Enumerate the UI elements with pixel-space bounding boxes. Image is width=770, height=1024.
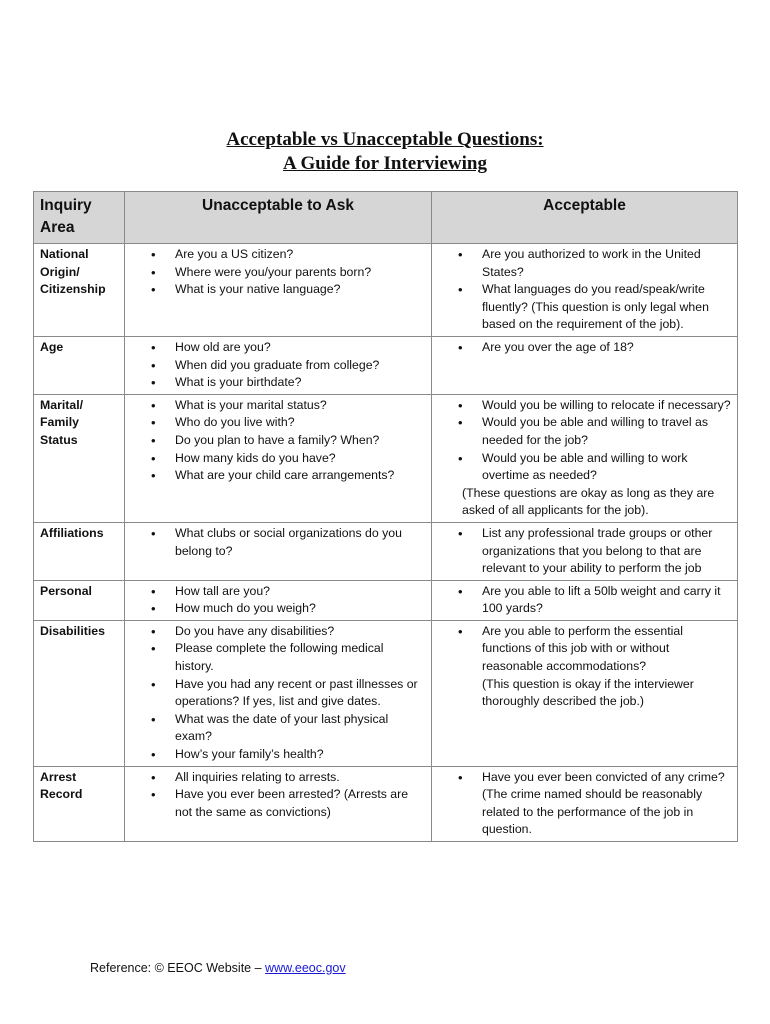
- header-inquiry-area: Inquiry Area: [34, 192, 125, 244]
- list-item: • Are you authorized to work in the United States?: [482, 246, 731, 281]
- category-cell: Personal: [34, 580, 125, 620]
- list-item: • How many kids do you have?: [175, 450, 425, 468]
- category-cell: Arrest Record: [34, 766, 125, 841]
- table-row: [34, 244, 738, 337]
- questions-table: [33, 191, 738, 842]
- list-item: • Who do you live with?: [175, 414, 425, 432]
- category-cell: National Origin/ Citizenship: [34, 244, 125, 337]
- category-cell: Age: [34, 336, 125, 394]
- acceptable-note: (These questions are okay as long as they are asked of all applicants for the job).: [462, 485, 715, 518]
- list-item: • Have you had any recent or past illnesses or operations? If yes, list and give dates.: [175, 676, 425, 711]
- table-row: [34, 766, 738, 841]
- list-item: • Do you have any disabilities?: [175, 623, 425, 641]
- list-item: • How’s your family’s health?: [175, 746, 425, 764]
- list-item: • Have you ever been arrested? (Arrests are not the same as convictions): [175, 786, 425, 821]
- list-item: • Have you ever been convicted of any crime? (The crime named should be reasonably related to the performance of the job in question.: [482, 769, 731, 839]
- list-item: • How old are you?: [175, 339, 425, 357]
- list-item: • Where were you/your parents born?: [175, 264, 425, 282]
- unacceptable-cell: [125, 766, 432, 841]
- list-item: • What are your child care arrangements?: [175, 467, 425, 485]
- list-item: • When did you graduate from college?: [175, 357, 425, 375]
- list-item: • Would you be able and willing to work overtime as needed?: [482, 450, 731, 485]
- document-title: [0, 128, 770, 176]
- table-row: [34, 522, 738, 580]
- list-item: • How tall are you?: [175, 583, 425, 601]
- acceptable-cell: [432, 394, 738, 522]
- category-cell: Disabilities: [34, 620, 125, 766]
- unacceptable-cell: [125, 336, 432, 394]
- unacceptable-cell: [125, 620, 432, 766]
- list-item: • All inquiries relating to arrests.: [175, 769, 425, 787]
- list-item: • Are you able to perform the essential functions of this job with or without reasonable accommodations?: [482, 623, 731, 676]
- list-item: • Would you be able and willing to travel as needed for the job?: [482, 414, 731, 449]
- table-row: [34, 336, 738, 394]
- list-item: • What is your native language?: [175, 281, 425, 299]
- list-item: • What clubs or social organizations do you belong to?: [175, 525, 425, 560]
- acceptable-cell: [432, 766, 738, 841]
- list-item: • Please complete the following medical history.: [175, 640, 425, 675]
- list-item: • Would you be willing to relocate if necessary?: [482, 397, 731, 415]
- table-row: [34, 580, 738, 620]
- list-item: • Do you plan to have a family? When?: [175, 432, 425, 450]
- list-item: • What was the date of your last physical exam?: [175, 711, 425, 746]
- list-item: • Are you over the age of 18?: [482, 339, 731, 357]
- unacceptable-cell: [125, 522, 432, 580]
- acceptable-cell: [432, 336, 738, 394]
- acceptable-note: (This question is okay if the interviewer thoroughly described the job.): [482, 676, 694, 709]
- list-item: • What is your birthdate?: [175, 374, 425, 392]
- list-item: • What is your marital status?: [175, 397, 425, 415]
- category-cell: Affiliations: [34, 522, 125, 580]
- acceptable-cell: [432, 580, 738, 620]
- table-header-row: [34, 192, 738, 244]
- list-item: • List any professional trade groups or other organizations that you belong to that are relevant to your ability to perform the job: [482, 525, 731, 578]
- unacceptable-cell: [125, 394, 432, 522]
- list-item: • Are you able to lift a 50lb weight and carry it 100 yards?: [482, 583, 731, 618]
- unacceptable-cell: [125, 244, 432, 337]
- table-row: [34, 394, 738, 522]
- list-item: • How much do you weigh?: [175, 600, 425, 618]
- category-cell: Marital/ Family Status: [34, 394, 125, 522]
- title-line-1: Acceptable vs Unacceptable Questions:: [226, 129, 544, 150]
- list-item: • Are you a US citizen?: [175, 246, 425, 264]
- list-item: • What languages do you read/speak/write fluently? (This question is only legal when based on the requirement of the job).: [482, 281, 731, 334]
- unacceptable-cell: [125, 580, 432, 620]
- header-acceptable: Acceptable: [432, 192, 738, 244]
- header-unacceptable: Unacceptable to Ask: [125, 192, 432, 244]
- acceptable-cell: [432, 522, 738, 580]
- acceptable-cell: [432, 620, 738, 766]
- table-row: [34, 620, 738, 766]
- acceptable-cell: [432, 244, 738, 337]
- eeoc-link[interactable]: www.eeoc.gov: [265, 961, 346, 975]
- title-line-2: A Guide for Interviewing: [283, 153, 487, 174]
- reference-footer: [90, 961, 346, 975]
- footer-text: Reference: © EEOC Website –: [90, 961, 266, 975]
